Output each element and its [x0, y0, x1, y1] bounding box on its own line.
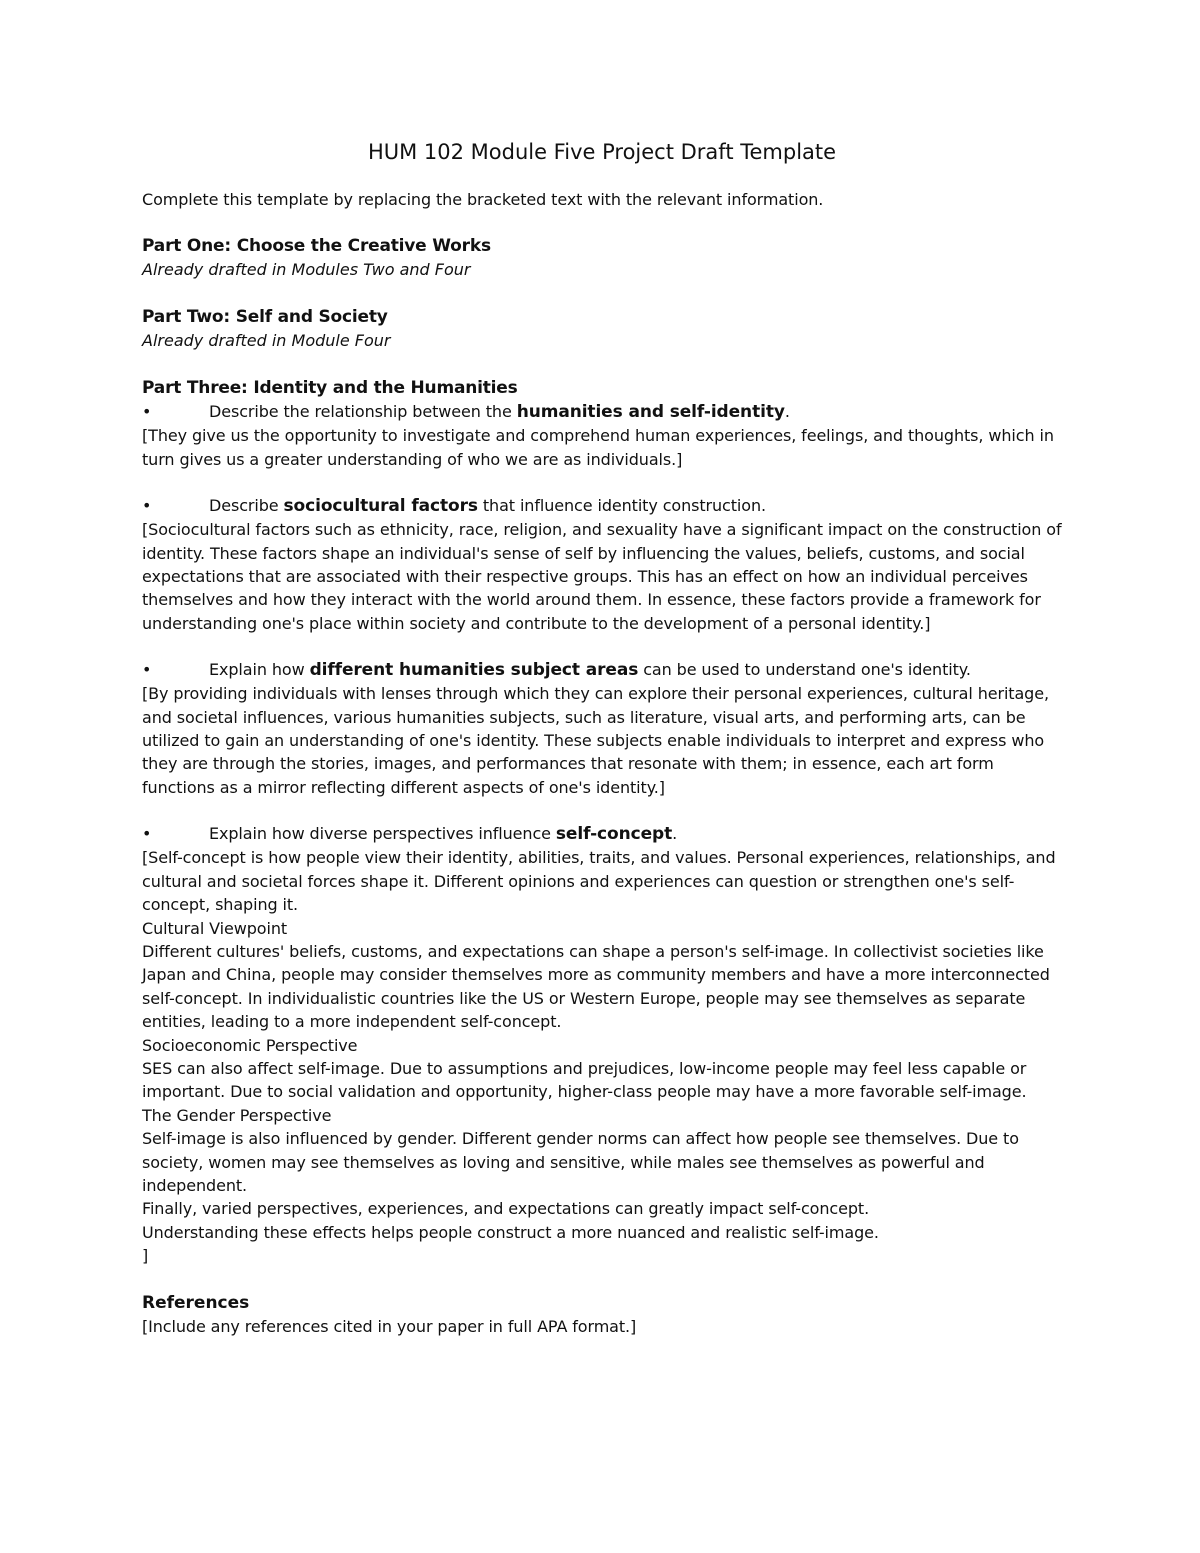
part-one-heading: Part One: Choose the Creative Works	[142, 236, 491, 257]
conclusion-line-2: Understanding these effects helps people construct a more nuanced and realistic self-image.	[142, 1222, 879, 1242]
cultural-viewpoint-heading: Cultural Viewpoint	[142, 918, 288, 938]
gender-text: Self-image is also influenced by gender. Different gender norms can affect how people see themselves. Due to society, women may see themselves as loving and sensitive, while males see themselves as powerful and independent.	[142, 1129, 1019, 1195]
bullet-dot: •	[142, 660, 152, 680]
socioeconomic-text: SES can also affect self-image. Due to assumptions and prejudices, low-income people may feel less capable or important. Due to social validation and opportunity, higher-class people may have a more favorable self-image.	[142, 1058, 1027, 1102]
document-page	[142, 138, 1062, 1338]
bullet-dot: •	[142, 496, 152, 516]
bullet-dot: •	[142, 824, 152, 844]
part-two-note: Already drafted in Module Four	[142, 331, 391, 351]
conclusion-line-1: Finally, varied perspectives, experiences, and expectations can greatly impact self-concept.	[142, 1199, 870, 1219]
intro-text: Complete this template by replacing the bracketed text with the relevant information.	[142, 190, 824, 209]
document-title: HUM 102 Module Five Project Draft Template	[367, 140, 837, 164]
close-bracket: ]	[142, 1246, 149, 1266]
answer-sociocultural-factors: [Sociocultural factors such as ethnicity, race, religion, and sexuality have a significant impact on the construction of identity. These factors shape an individual's sense of self by influencing the values, beliefs, customs, and social expectations that are associated with their respective groups. This has an effect on how an individual perceives themselves and how they interact with the world around them. In essence, these factors provide a framework for understanding one's place within society and contribute to the development of a personal identity.]	[142, 520, 1062, 633]
answer-humanities-self-identity: [They give us the opportunity to investigate and comprehend human experiences, feelings, and thoughts, which in turn gives us a greater understanding of who we are as individuals.]	[142, 426, 1054, 469]
answer-humanities-subject-areas: [By providing individuals with lenses through which they can explore their personal experiences, cultural heritage, and societal influences, various humanities subjects, such as literature, visual arts, and performing arts, can be utilized to gain an understanding of one's identity. These subjects enable individuals to interpret and express who they are through the stories, images, and performances that resonate with them; in essence, each art form functions as a mirror reflecting different aspects of one's identity.]	[142, 684, 1049, 797]
bullet-dot: •	[142, 402, 152, 422]
part-two-heading: Part Two: Self and Society	[142, 307, 388, 328]
references-heading: References	[142, 1292, 250, 1313]
answer-self-concept-intro: [Self-concept is how people view their identity, abilities, traits, and values. Personal experiences, relationships, and cultural and societal forces shape it. Different opinions and experiences can question or strengthen one's self-concept, shaping it.	[142, 848, 1056, 915]
part-one-note: Already drafted in Modules Two and Four	[142, 260, 471, 280]
bullet-humanities-subject-areas: • Explain how different humanities subject areas can be used to understand one's identity.	[142, 660, 971, 681]
gender-heading: The Gender Perspective	[142, 1105, 332, 1125]
references-text: [Include any references cited in your paper in full APA format.]	[142, 1316, 637, 1336]
bullet-sociocultural-factors: • Describe sociocultural factors that influence identity construction.	[142, 496, 766, 517]
socioeconomic-heading: Socioeconomic Perspective	[142, 1035, 358, 1055]
part-three-heading: Part Three: Identity and the Humanities	[142, 378, 518, 399]
bullet-self-concept: • Explain how diverse perspectives influence self-concept.	[142, 824, 678, 845]
bullet-humanities-self-identity: • Describe the relationship between the humanities and self-identity.	[142, 402, 790, 423]
cultural-viewpoint-text: Different cultures' beliefs, customs, and expectations can shape a person's self-image. In collectivist societies like Japan and China, people may consider themselves more as community members and have a more interconnected self-concept. In individualistic countries like the US or Western Europe, people may see themselves as separate entities, leading to a more independent self-concept.	[142, 941, 1050, 1032]
